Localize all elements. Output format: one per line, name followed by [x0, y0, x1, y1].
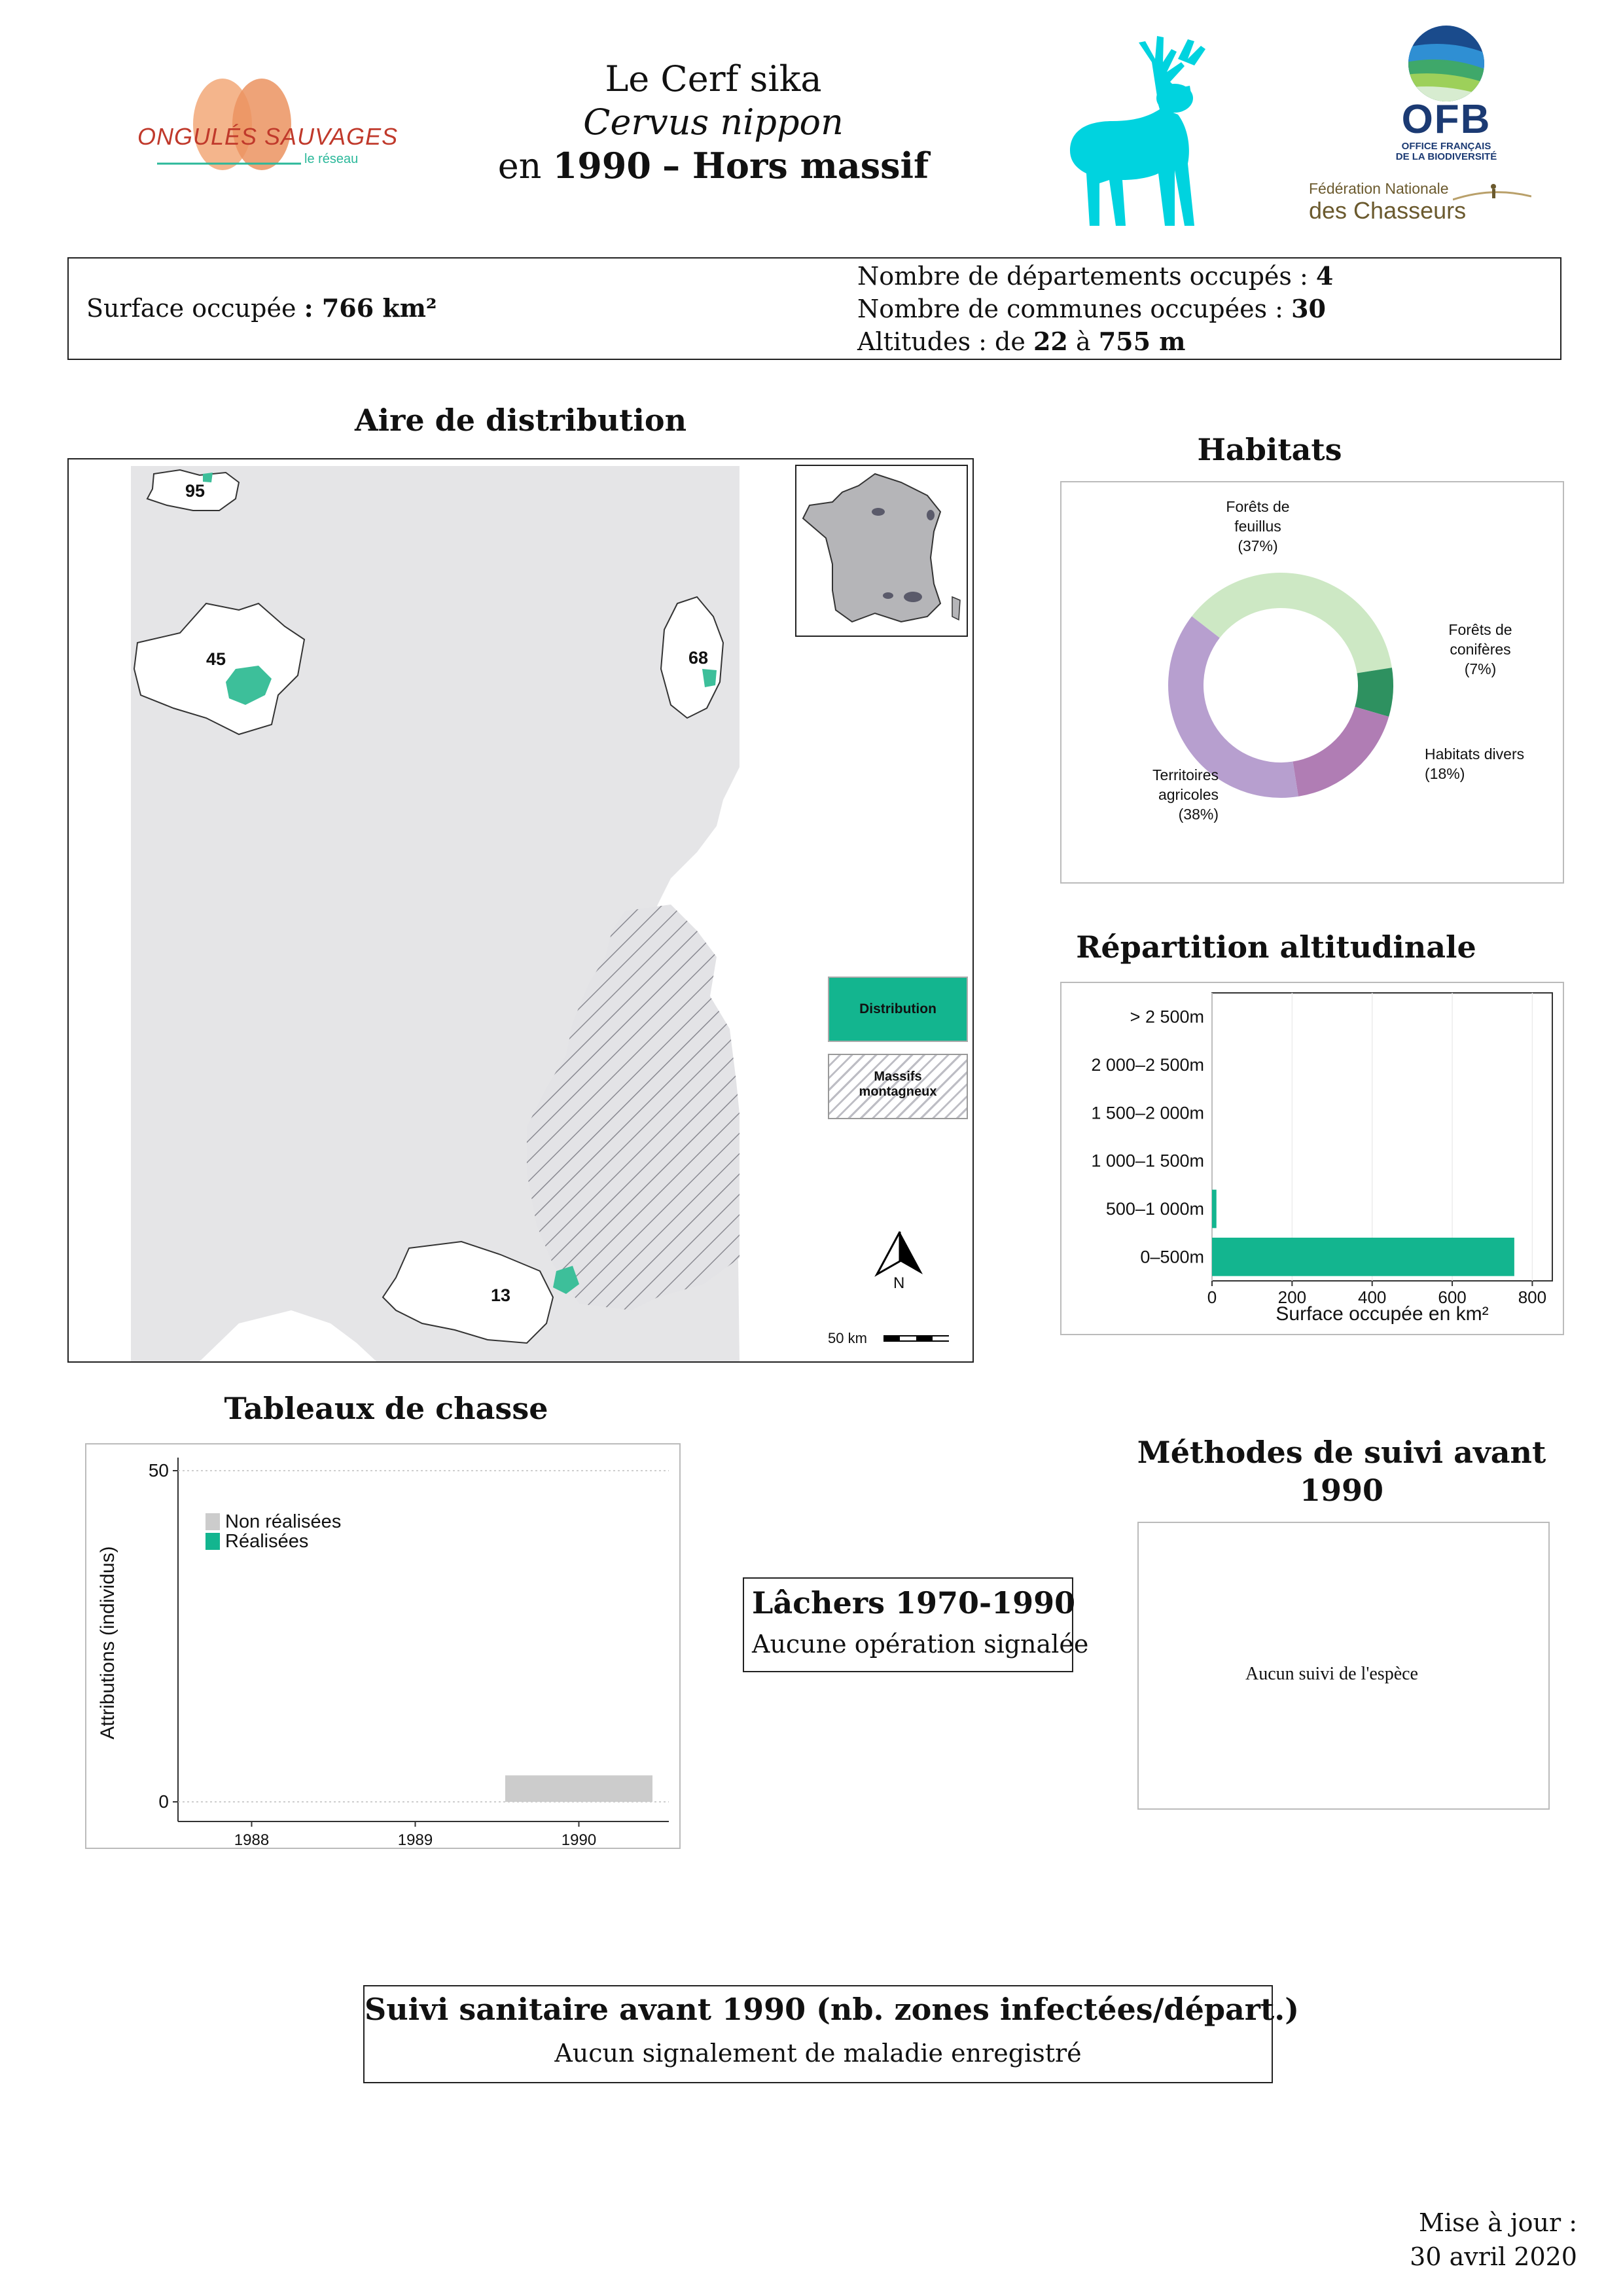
- map-inset-france: [795, 465, 968, 637]
- communes-occupees: Nombre de communes occupées : 30: [857, 294, 1326, 323]
- altitude-category-label: 500–1 000m: [1105, 1199, 1204, 1219]
- map-title: Aire de distribution: [354, 403, 687, 438]
- chasse-title: Tableaux de chasse: [224, 1391, 548, 1426]
- title-latin-name: Cervus nippon: [583, 101, 844, 143]
- scale-label: 50 km: [828, 1330, 867, 1346]
- legend-distribution-label: Distribution: [859, 1001, 936, 1016]
- chasse-ytick-label: 0: [158, 1791, 169, 1812]
- logo-fnc-line1: Fédération Nationale: [1309, 180, 1449, 197]
- chasse-bar: [505, 1776, 652, 1802]
- chasse-panel: [85, 1443, 681, 1849]
- altitude-category-label: 2 000–2 500m: [1091, 1055, 1204, 1075]
- altitude-category-label: 0–500m: [1140, 1247, 1204, 1267]
- chasse-ylabel: Attributions (individus): [97, 1546, 118, 1740]
- update-date: 30 avril 2020: [1410, 2242, 1577, 2271]
- summary-box: [67, 257, 1561, 360]
- logo-ofb: [1381, 23, 1512, 160]
- habitat-label-agricoles: Territoires agricoles (38%): [1152, 766, 1219, 823]
- legend-massifs: [828, 1054, 968, 1119]
- methodes-panel: [1137, 1522, 1550, 1810]
- logo-ongules-sauvages: [131, 72, 399, 183]
- chasse-xtick-label: 1989: [397, 1831, 433, 1848]
- habitat-label-coniferes: Forêts de conifères (7%): [1448, 621, 1512, 677]
- chasse-legend-swatch: [205, 1513, 220, 1530]
- altitude-category-label: 1 000–1 500m: [1091, 1151, 1204, 1171]
- habitat-label-divers: Habitats divers (18%): [1425, 745, 1525, 782]
- habitat-slice-feuillus: [1192, 573, 1392, 673]
- altitude-xtick-label: 400: [1358, 1287, 1387, 1307]
- altitude-category-label: 1 500–2 000m: [1091, 1103, 1204, 1123]
- logo-ongules-sub: le réseau: [304, 152, 359, 166]
- sanitaire-box: [363, 1985, 1300, 2083]
- altitude-xtick-label: 200: [1277, 1287, 1307, 1307]
- scale-bar: [828, 1330, 972, 1350]
- chasse-legend-label: Réalisées: [225, 1531, 309, 1552]
- altitude-title: Répartition altitudinale: [1076, 929, 1476, 965]
- dept-label-95: 95: [185, 481, 205, 501]
- logo-ongules-main: ONGULÉS SAUVAGES: [137, 123, 399, 150]
- methodes-text: Aucun suivi de l'espèce: [1245, 1664, 1418, 1684]
- altitude-category-label: > 2 500m: [1130, 1007, 1204, 1027]
- altitude-bar: [1212, 1238, 1514, 1276]
- page-title: [445, 58, 982, 188]
- altitude-xtick-label: 800: [1518, 1287, 1547, 1307]
- logo-ofb-sub2: DE LA BIODIVERSITÉ: [1395, 151, 1497, 162]
- chasse-legend-label: Non réalisées: [225, 1511, 342, 1532]
- altitude-bar-chart: [1061, 983, 1563, 1334]
- dept-label-13: 13: [491, 1285, 511, 1305]
- dept-label-45: 45: [206, 649, 226, 669]
- lachers-text: Aucune opération signalée: [752, 1630, 1089, 1659]
- dept-label-68: 68: [688, 648, 709, 668]
- update-label: Mise à jour :: [1418, 2208, 1577, 2237]
- habitat-slice-divers: [1293, 707, 1389, 797]
- lachers-title: Lâchers 1970-1990: [752, 1585, 1076, 1621]
- legend-distribution: [828, 977, 968, 1042]
- distribution-map: [67, 458, 974, 1363]
- chasse-legend-swatch: [205, 1533, 220, 1550]
- logo-ofb-sub1: OFFICE FRANÇAIS: [1401, 141, 1491, 152]
- north-arrow-icon: [870, 1229, 929, 1294]
- sanitaire-text: Aucun signalement de maladie enregistré: [554, 2039, 1082, 2068]
- logo-fnc-line2: des Chasseurs: [1309, 197, 1467, 224]
- surface-occupee: Surface occupée : 766 km²: [86, 293, 437, 323]
- habitats-panel: [1060, 481, 1564, 884]
- legend-massifs-label-1: Massifs: [874, 1069, 922, 1084]
- altitude-bar: [1212, 1190, 1217, 1229]
- altitude-xlabel: Surface occupée en km²: [1275, 1303, 1489, 1325]
- legend-massifs-label-2: montagneux: [859, 1085, 937, 1099]
- update-info: [1309, 2206, 1577, 2274]
- altitude-xtick-label: 0: [1207, 1287, 1217, 1307]
- chasse-ytick-label: 50: [148, 1460, 169, 1480]
- logo-fnc: [1309, 180, 1531, 232]
- chasse-xtick-label: 1990: [561, 1831, 597, 1848]
- chasse-bar-chart: [86, 1444, 679, 1848]
- deer-silhouette-icon: [1060, 23, 1243, 229]
- habitat-label-feuillus: Forêts de feuillus (37%): [1226, 498, 1290, 554]
- habitats-title: Habitats: [1197, 432, 1342, 467]
- altitude-panel: [1060, 982, 1564, 1335]
- title-common-name: Le Cerf sika: [605, 58, 822, 99]
- lachers-box: [743, 1577, 1089, 1672]
- title-year-line: en 1990 – Hors massif: [497, 145, 929, 187]
- altitude-xtick-label: 600: [1438, 1287, 1467, 1307]
- sanitaire-title: Suivi sanitaire avant 1990 (nb. zones infectées/départ.): [365, 1992, 1300, 2027]
- methodes-title: Méthodes de suivi avant 1990: [1137, 1435, 1546, 1508]
- north-label: N: [893, 1274, 905, 1292]
- logo-ofb-main: OFB: [1401, 97, 1491, 142]
- chasse-xtick-label: 1988: [234, 1831, 270, 1848]
- altitudes: Altitudes : de 22 à 755 m: [857, 327, 1186, 356]
- departements-occupes: Nombre de départements occupés : 4: [857, 261, 1334, 291]
